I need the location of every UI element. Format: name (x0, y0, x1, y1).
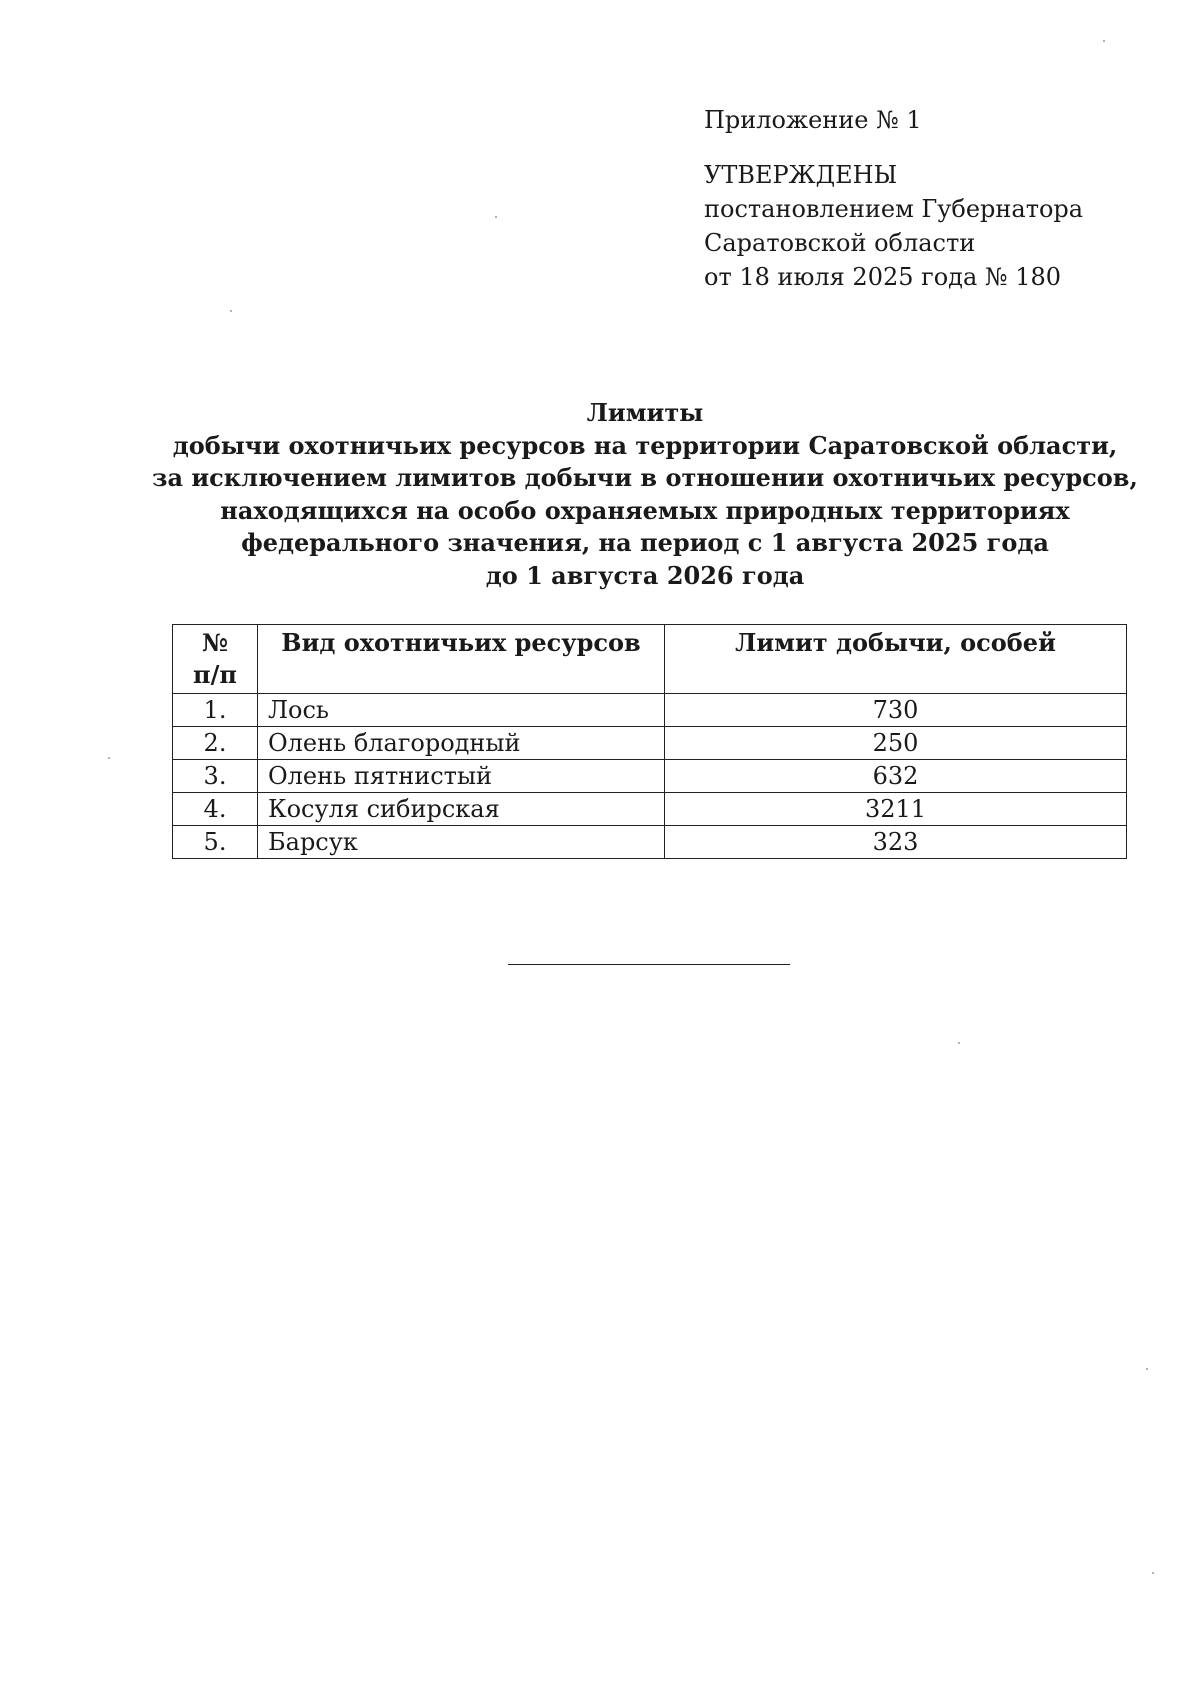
row-number: 3. (173, 760, 258, 793)
title-line-4: находящихся на особо охраняемых природных территориях (220, 495, 1070, 525)
scan-speck (230, 310, 232, 312)
row-resource-type: Барсук (258, 826, 665, 859)
title-line-1: Лимиты (586, 398, 704, 427)
row-resource-type: Лось (258, 694, 665, 727)
header-resource-type: Вид охотничьих ресурсов (258, 625, 665, 694)
row-limit: 730 (665, 694, 1127, 727)
row-resource-type: Косуля сибирская (258, 793, 665, 826)
closing-divider (508, 964, 790, 965)
table-row (173, 727, 1127, 760)
row-number: 5. (173, 826, 258, 859)
row-number: 4. (173, 793, 258, 826)
table-header-row (173, 625, 1127, 694)
title-line-2: добычи охотничьих ресурсов на территории Саратовской области, (172, 430, 1118, 460)
table-row (173, 760, 1127, 793)
title-line-6: до 1 августа 2026 года (485, 560, 805, 590)
header-number-line-1: № (201, 628, 229, 657)
scan-speck (495, 216, 497, 218)
scan-speck (1152, 1572, 1154, 1574)
approval-block (704, 103, 1083, 294)
table-row (173, 793, 1127, 826)
scan-speck (1103, 40, 1105, 42)
scan-speck (1146, 1368, 1148, 1370)
header-number (173, 625, 258, 694)
title-line-3: за исключением лимитов добычи в отношении охотничьих ресурсов, (152, 463, 1138, 492)
row-limit: 3211 (665, 793, 1127, 826)
approved-by-line-2: Саратовской области (704, 229, 976, 257)
row-resource-type: Олень пятнистый (258, 760, 665, 793)
row-number: 2. (173, 727, 258, 760)
document-title (120, 397, 1170, 592)
table-row (173, 826, 1127, 859)
row-limit: 323 (665, 826, 1127, 859)
row-limit: 250 (665, 727, 1127, 760)
scan-speck (958, 1042, 960, 1044)
row-number: 1. (173, 694, 258, 727)
header-number-line-2: п/п (193, 660, 237, 689)
approved-by-line-1: постановлением Губернатора (704, 195, 1084, 223)
limits-table (172, 624, 1127, 859)
decree-date-line: от 18 июля 2025 года № 180 (704, 263, 1062, 291)
header-limit: Лимит добычи, особей (665, 625, 1127, 694)
scan-speck (108, 757, 110, 759)
row-resource-type: Олень благородный (258, 727, 665, 760)
appendix-number: Приложение № 1 (704, 106, 922, 134)
row-limit: 632 (665, 760, 1127, 793)
approved-label: УТВЕРЖДЕНЫ (704, 161, 898, 189)
title-line-5: федерального значения, на период с 1 августа 2025 года (241, 528, 1049, 557)
table-row (173, 694, 1127, 727)
